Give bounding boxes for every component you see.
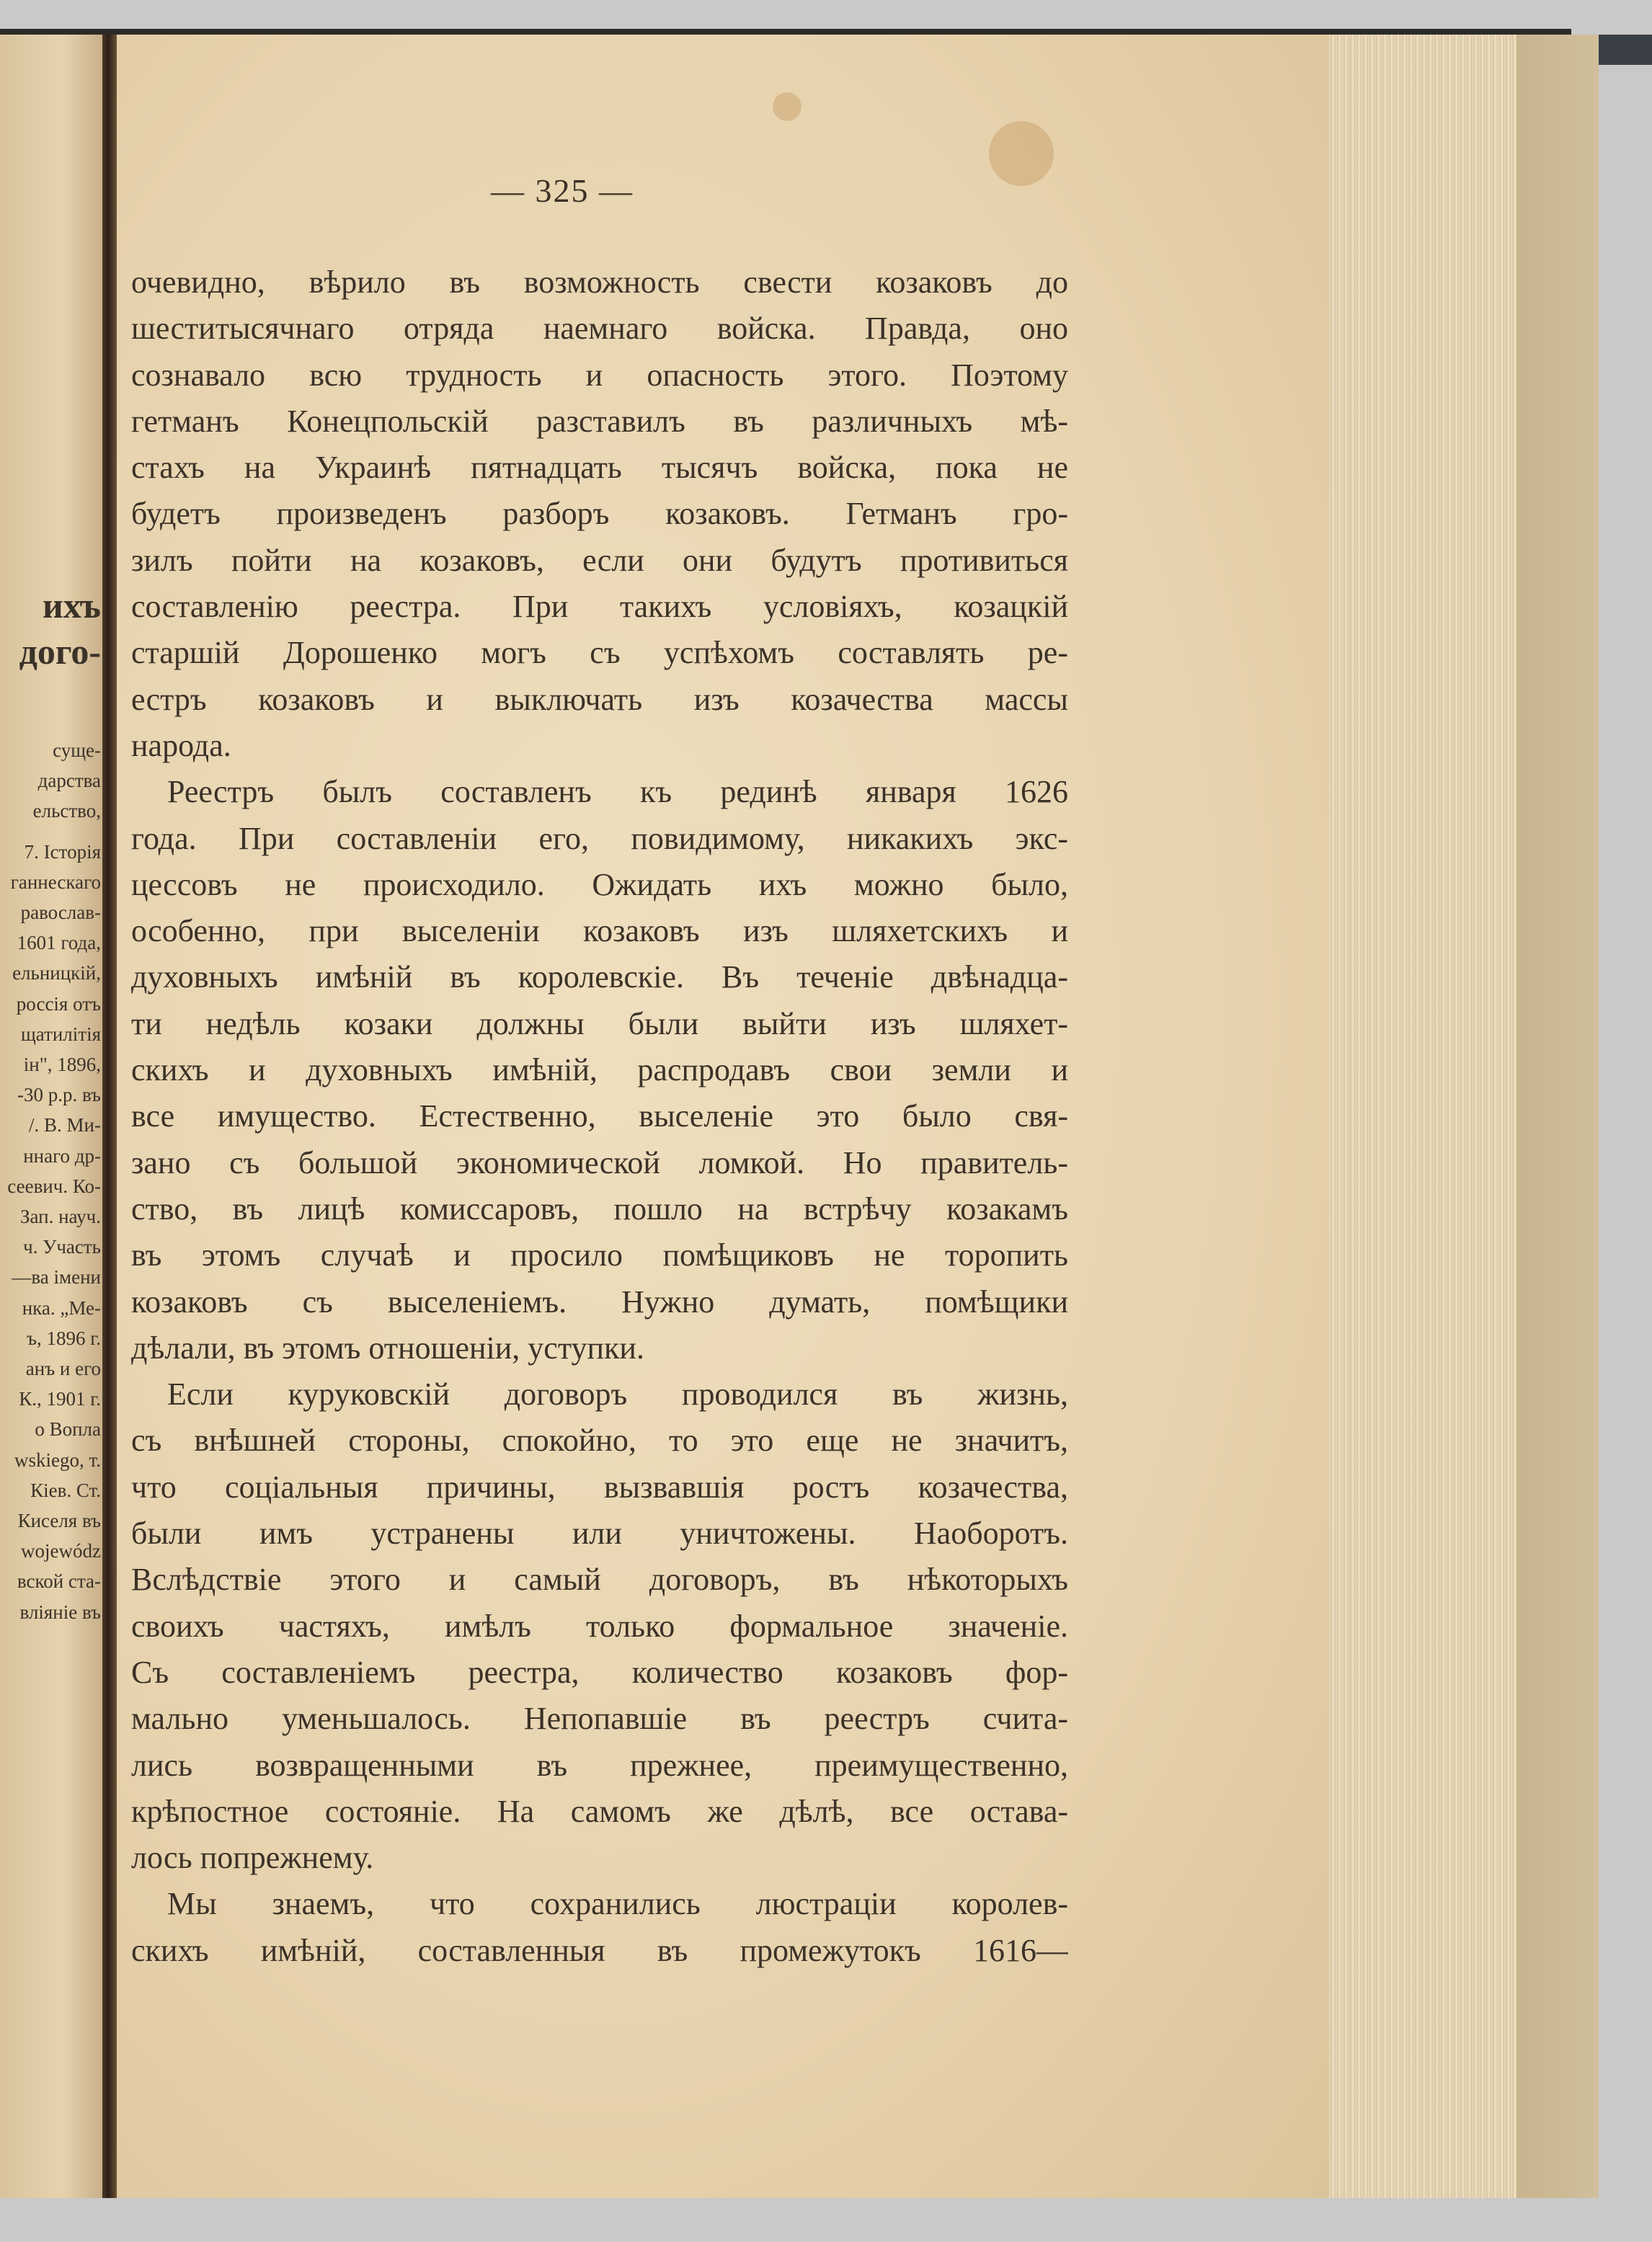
page-number: — 325 — [491, 172, 634, 209]
text-line: все имущество. Естественно, выселеніе это было свя- [131, 1098, 1068, 1134]
text-line: лись возвращенными въ прежнее, преимущественно, [131, 1747, 1068, 1783]
text-line: ти недѣль козаки должны были выйти изъ шляхет- [131, 1005, 1068, 1041]
margin-fragment: россія отъ [16, 992, 101, 1015]
text-line: зано съ большой экономической ломкой. Но правитель- [131, 1144, 1068, 1180]
margin-fragment: дарства [37, 770, 101, 792]
page-edge-shadow [1516, 35, 1599, 2198]
text-line: въ этомъ случаѣ и просило помѣщиковъ не торопить [131, 1237, 1068, 1273]
margin-fragment: 7. Історія [24, 840, 101, 863]
text-line: особенно, при выселеніи козаковъ изъ шляхетскихъ и [131, 913, 1068, 949]
paper-stain [989, 121, 1054, 186]
text-line: крѣпостное состояніе. На самомъ же дѣлѣ, все остава- [131, 1793, 1068, 1829]
text-line: Реестръ былъ составленъ къ рединѣ января 1626 [167, 774, 1068, 810]
text-line: Мы знаемъ, что сохранились люстраціи королев- [167, 1886, 1068, 1922]
text-line: шеститысячнаго отряда наемнаго войска. Правда, оно [131, 311, 1068, 347]
margin-fragment: суще- [53, 739, 101, 761]
text-line: съ внѣшней стороны, спокойно, то это еще не значитъ, [131, 1423, 1068, 1459]
margin-fragment: 1601 года, [17, 932, 101, 954]
margin-fragment: /. В. Ми- [29, 1114, 101, 1136]
book-spine [102, 35, 117, 2198]
text-line: народа. [131, 727, 231, 763]
margin-fragment: ганнескаго [10, 871, 101, 893]
text-line: своихъ частяхъ, имѣлъ только формальное значеніе. [131, 1608, 1068, 1644]
margin-fragment: равослав- [20, 902, 101, 924]
margin-fragment-bold: ихъ [42, 585, 101, 626]
text-line: ство, въ лицѣ комиссаровъ, пошло на встрѣчу козакамъ [131, 1191, 1068, 1227]
margin-fragment: щатилітія [20, 1023, 101, 1045]
text-line: были имъ устранены или уничтожены. Наоборотъ. [131, 1516, 1068, 1552]
text-line: козаковъ съ выселеніемъ. Нужно думать, помѣщики [131, 1284, 1068, 1320]
margin-fragment: —ва імени [12, 1266, 101, 1289]
book-scan [0, 35, 1599, 2198]
text-line: духовныхъ имѣній въ королевскіе. Въ теченіе двѣнадца- [131, 959, 1068, 995]
margin-fragment: -30 р.р. въ [17, 1084, 101, 1106]
text-line: Если куруковскій договоръ проводился въ жизнь, [167, 1376, 1068, 1413]
page-edges [1329, 35, 1516, 2198]
text-line: Съ составленіемъ реестра, количество козаковъ фор- [131, 1654, 1068, 1690]
left-margin-text [0, 35, 101, 1627]
margin-fragment: вліяніе въ [19, 1601, 101, 1623]
margin-fragment: ч. Участь [23, 1236, 101, 1258]
margin-fragment: Киселя въ [17, 1510, 101, 1532]
margin-fragment: нка. „Ме- [22, 1296, 101, 1319]
margin-fragment: анъ и его [25, 1358, 101, 1380]
margin-fragment: ъ, 1896 г. [27, 1327, 101, 1349]
margin-fragment: wskiego, т. [14, 1449, 101, 1471]
text-line: скихъ и духовныхъ имѣній, распродавъ свои земли и [131, 1052, 1068, 1088]
margin-fragment: ін", 1896, [23, 1054, 101, 1076]
text-line: очевидно, вѣрило въ возможность свести козаковъ до [131, 264, 1068, 300]
text-line: стахъ на Украинѣ пятнадцать тысячъ войска, пока не [131, 450, 1068, 486]
text-line: скихъ имѣній, составленныя въ промежутокъ 1616— [131, 1932, 1068, 1968]
text-line: дѣлали, въ этомъ отношеніи, уступки. [131, 1330, 644, 1366]
margin-fragment: Зап. науч. [20, 1206, 101, 1228]
margin-fragment: сеевич. Ко- [7, 1175, 101, 1197]
margin-fragment: ннаго др- [23, 1144, 101, 1167]
text-line: года. При составленіи его, повидимому, никакихъ экс- [131, 820, 1068, 856]
text-line: старшій Дорошенко могъ съ успѣхомъ составлять ре- [131, 635, 1068, 671]
text-line: лось попрежнему. [131, 1840, 374, 1876]
text-line: будетъ произведенъ разборъ козаковъ. Гетманъ гро- [131, 496, 1068, 532]
margin-fragment: ельницкій, [12, 962, 101, 984]
margin-fragment: wojewódz [21, 1540, 101, 1562]
margin-fragment: Кіев. Ст. [30, 1479, 101, 1501]
margin-fragment: К., 1901 г. [19, 1388, 101, 1410]
paper-stain [773, 92, 801, 121]
text-line: зилъ пойти на козаковъ, если они будутъ противиться [131, 542, 1068, 578]
text-line: мально уменьшалось. Непопавшіе въ реестръ счита- [131, 1701, 1068, 1737]
text-line: сознавало всю трудность и опасность этого. Поэтому [131, 357, 1068, 393]
margin-fragment: о Вопла [35, 1418, 101, 1441]
text-line: что соціальныя причины, вызвавшія ростъ козачества, [131, 1469, 1068, 1505]
left-page-fragment [0, 35, 102, 2198]
margin-fragment: вской ста- [17, 1570, 101, 1593]
text-line: Вслѣдствіе этого и самый договоръ, въ нѣкоторыхъ [131, 1562, 1068, 1598]
body-text [131, 259, 1068, 1974]
text-line: естръ козаковъ и выключать изъ козачества массы [131, 681, 1068, 717]
margin-fragment: ельство, [32, 800, 101, 822]
margin-fragment-bold: дого- [19, 631, 101, 672]
text-line: цессовъ не происходило. Ожидать ихъ можно было, [131, 866, 1068, 902]
text-line: составленію реестра. При такихъ условіяхъ, козацкій [131, 589, 1068, 625]
text-line: гетманъ Конецпольскій разставилъ въ различныхъ мѣ- [131, 403, 1068, 439]
